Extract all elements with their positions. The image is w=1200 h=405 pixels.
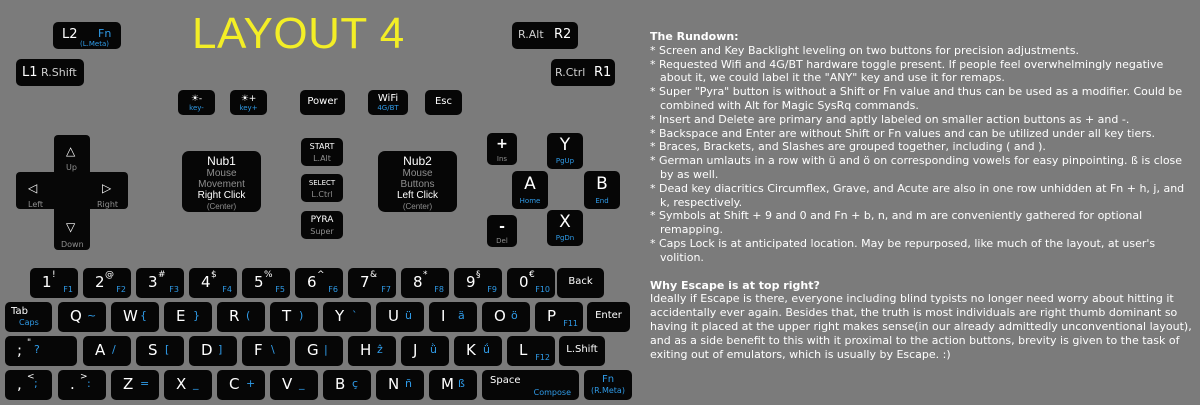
key-fn-label: ǜ xyxy=(430,343,437,356)
key-symbol[interactable] xyxy=(58,370,106,400)
key-main-label: N xyxy=(388,375,400,393)
key-fn-label: F5 xyxy=(275,285,285,294)
key-symbol[interactable] xyxy=(5,370,52,400)
key-8[interactable] xyxy=(401,268,449,298)
l2-fn-label: Fn xyxy=(98,27,112,40)
insert-button[interactable] xyxy=(487,133,517,165)
y-label: Y xyxy=(559,135,571,155)
key-a[interactable] xyxy=(83,336,131,366)
key-i[interactable] xyxy=(429,302,477,332)
key-q[interactable] xyxy=(58,302,106,332)
l2-meta-label: (L.Meta) xyxy=(80,40,109,48)
key-main-label: U xyxy=(388,307,399,325)
key-z[interactable] xyxy=(111,370,159,400)
r1-label: R1 xyxy=(594,65,612,80)
key-main-label: T xyxy=(282,307,292,325)
key-main-label: L.Shift xyxy=(566,344,598,355)
dpad-up-button[interactable] xyxy=(54,135,90,173)
key-v[interactable] xyxy=(270,370,318,400)
nub1-line1: Mouse xyxy=(206,168,237,179)
key-shift-label: # xyxy=(158,270,166,280)
key-fn-label: ü xyxy=(405,309,412,322)
key-main-label: 9 xyxy=(466,273,476,291)
a-sub: Home xyxy=(519,197,541,205)
key-main-label: G xyxy=(307,341,319,359)
key-k[interactable] xyxy=(454,336,502,366)
key-enter[interactable] xyxy=(587,302,630,332)
b-sub: End xyxy=(595,197,609,205)
nub1-line3: Right Click xyxy=(197,190,246,201)
key-j[interactable] xyxy=(401,336,449,366)
key-main-label: Back xyxy=(568,276,593,287)
key-fn-label: F3 xyxy=(169,285,179,294)
key-g[interactable] xyxy=(295,336,343,366)
key-main-label: M xyxy=(441,375,454,393)
key-u[interactable] xyxy=(376,302,424,332)
key-fn-label: = xyxy=(140,377,150,390)
r1-shoulder-key[interactable] xyxy=(551,59,615,86)
brightness-up-button[interactable] xyxy=(230,90,267,115)
b-label: B xyxy=(596,174,608,194)
rundown-item: * Super "Pyra" button is without a Shift or Fn value and thus can be used as a modifier. Could be combined with Alt for Magic SysRq commands. xyxy=(650,85,1183,112)
nub1-title: Nub1 xyxy=(207,154,236,168)
nub2-line1: Mouse xyxy=(402,168,433,179)
key-fn-label: F8 xyxy=(434,285,444,294)
key-tab[interactable] xyxy=(5,302,52,332)
key-main-label: Tab xyxy=(11,306,28,317)
key-back[interactable] xyxy=(557,268,604,298)
r2-shoulder-key[interactable] xyxy=(512,22,578,49)
key-fn-label: F9 xyxy=(487,285,497,294)
key-0[interactable] xyxy=(507,268,555,298)
key-fn-label: F4 xyxy=(222,285,232,294)
key-m[interactable] xyxy=(429,370,477,400)
key-y[interactable] xyxy=(323,302,371,332)
key-p[interactable] xyxy=(535,302,583,332)
rundown-item: * Dead key diacritics Circumflex, Grave, and Acute are also in one row unhidden at Fn + h, j, and k, respectively. xyxy=(650,181,1185,209)
key-shift-label: ! xyxy=(52,270,56,280)
down-label: Down xyxy=(61,240,84,249)
brightness-down-button[interactable] xyxy=(178,90,215,115)
start-button[interactable] xyxy=(301,138,343,166)
key-1[interactable] xyxy=(30,268,78,298)
up-label: Up xyxy=(66,163,77,172)
key-shift-label: ^ xyxy=(317,270,325,280)
rundown-item: * German umlauts in a row with ü and ö on corresponding vowels for easy pinpointing. ß is close by as well. xyxy=(650,154,1183,181)
key-fn-label: F1 xyxy=(63,285,73,294)
key-fn-label: F12 xyxy=(535,353,550,362)
a-label: A xyxy=(524,174,536,194)
key-main-label: 6 xyxy=(307,273,317,291)
a-button[interactable] xyxy=(512,171,548,209)
key-2[interactable] xyxy=(83,268,131,298)
down-arrow-icon: ▽ xyxy=(66,220,76,234)
key-lshift[interactable] xyxy=(559,336,605,366)
y-button[interactable] xyxy=(547,133,583,169)
key-3[interactable] xyxy=(136,268,184,298)
key-shift-label: " xyxy=(27,338,32,348)
start-label: START xyxy=(309,142,335,151)
key-n[interactable] xyxy=(376,370,424,400)
rundown-item: * Backspace and Enter are without Shift or Fn values and can be utilized under all key tiers. xyxy=(650,126,1156,140)
start-sub: L.Alt xyxy=(313,154,331,163)
key-fn-label: ) xyxy=(299,309,304,322)
key-main-label: Enter xyxy=(595,310,622,321)
escape-title: Why Escape is at top right? xyxy=(650,278,820,292)
key-main-label: K xyxy=(466,341,476,359)
key-t[interactable] xyxy=(270,302,318,332)
right-label: Right xyxy=(97,200,119,209)
select-button[interactable] xyxy=(301,174,343,202)
nub2-line4: (Center) xyxy=(402,202,433,211)
key-main-label: 1 xyxy=(42,273,52,291)
x-label: X xyxy=(559,212,571,232)
key-fn-label: \ xyxy=(271,343,275,356)
key-c[interactable] xyxy=(217,370,265,400)
key-fn-label: Caps xyxy=(19,318,39,327)
left-label: Left xyxy=(28,200,44,209)
key-fn-label: + xyxy=(246,377,256,390)
key-main-label: W xyxy=(123,307,138,325)
key-h[interactable] xyxy=(348,336,396,366)
key-main-label: 4 xyxy=(201,273,211,291)
esc-button[interactable] xyxy=(425,90,462,115)
x-button[interactable] xyxy=(547,210,583,246)
key-fn-label: : xyxy=(87,377,91,390)
dpad-right-button[interactable] xyxy=(90,172,128,209)
brightness-down-label: ☀- xyxy=(190,94,203,104)
nub2-line3: Left Click xyxy=(396,190,439,201)
insert-sub: Ins xyxy=(496,155,508,163)
key-main-label: H xyxy=(360,341,372,359)
select-sub: L.Ctrl xyxy=(311,190,333,199)
l1-alt-label: R.Shift xyxy=(41,66,77,79)
key-main-label: . xyxy=(70,375,75,393)
key-fn-label: Compose xyxy=(533,388,571,397)
key-fn-label: F11 xyxy=(563,319,578,328)
key-main-label: D xyxy=(201,341,213,359)
key-4[interactable] xyxy=(189,268,237,298)
key-fn-label: ; xyxy=(34,377,38,390)
key-main-label: O xyxy=(494,307,506,325)
key-f[interactable] xyxy=(242,336,290,366)
delete-sub: Del xyxy=(496,237,508,245)
delete-label: - xyxy=(499,219,505,235)
key-main-label: J xyxy=(413,341,418,359)
key-fn-label: (R.Meta) xyxy=(591,386,625,395)
pyra-label: PYRA xyxy=(310,215,334,225)
y-sub: PgUp xyxy=(555,157,575,165)
key-shift-label: < xyxy=(27,372,35,382)
delete-button[interactable] xyxy=(487,215,517,247)
l1-label: L1 xyxy=(22,65,38,80)
l1-shoulder-key[interactable] xyxy=(16,59,84,86)
nub1-line4: (Center) xyxy=(206,202,237,211)
layout-title: LAYOUT 4 xyxy=(192,9,405,58)
key-fn-label: { xyxy=(140,309,147,322)
key-r[interactable] xyxy=(217,302,265,332)
key-main-label: Z xyxy=(123,375,134,393)
key-fn-label: ( xyxy=(246,309,251,322)
rundown-panel xyxy=(650,30,1195,361)
rundown-item: * Symbols at Shift + 9 and 0 and Fn + b, n, and m are conveniently gathered for optional remapping. xyxy=(650,209,1143,237)
key-main-label: V xyxy=(282,375,293,393)
key-main-label: 3 xyxy=(148,273,158,291)
key-s[interactable] xyxy=(136,336,184,366)
key-main-label: E xyxy=(176,307,186,325)
key-main-label: A xyxy=(95,341,106,359)
key-main-label: L xyxy=(519,341,528,359)
key-main-label: ; xyxy=(17,341,23,359)
key-fn-label: ß xyxy=(458,377,465,390)
power-button[interactable] xyxy=(300,90,345,115)
key-fn-label: F2 xyxy=(116,285,126,294)
rundown-item: * Caps Lock is at anticipated location. May be repurposed, like much of the layout, at user's volition. xyxy=(650,236,1156,264)
brightness-down-sub: key- xyxy=(189,104,204,112)
key-shift-label: * xyxy=(423,270,428,280)
key-main-label: 5 xyxy=(254,273,264,291)
key-7[interactable] xyxy=(348,268,396,298)
key-fn-label: ] xyxy=(218,343,223,356)
key-shift-label: $ xyxy=(211,270,217,280)
key-fn[interactable] xyxy=(584,370,632,400)
key-fn-label: } xyxy=(193,309,200,322)
key-main-label: Y xyxy=(335,307,345,325)
rundown-item: * Braces, Brackets, and Slashes are grouped together, including ( and ). xyxy=(650,140,1046,154)
select-label: SELECT xyxy=(308,179,336,187)
key-main-label: Space xyxy=(490,375,521,386)
key-fn-label: _ xyxy=(193,377,199,390)
key-fn-label: ǘ xyxy=(483,343,490,356)
key-fn-label: ñ xyxy=(405,377,412,390)
up-arrow-icon: △ xyxy=(66,144,76,158)
key-6[interactable] xyxy=(295,268,343,298)
key-shift-label: & xyxy=(370,270,378,280)
key-main-label: Q xyxy=(70,307,82,325)
key-fn-label: ä xyxy=(458,309,465,322)
key-l[interactable] xyxy=(507,336,555,366)
key-fn-label: F10 xyxy=(535,285,550,294)
brightness-up-sub: key+ xyxy=(239,104,258,112)
nub2-title: Nub2 xyxy=(403,154,432,168)
r2-alt-label: R.Alt xyxy=(518,28,544,41)
wifi-button[interactable] xyxy=(368,90,408,115)
key-shift-label: € xyxy=(529,270,535,280)
key-main-label: F xyxy=(254,341,263,359)
key-x[interactable] xyxy=(164,370,212,400)
key-shift-label: % xyxy=(264,270,273,280)
key-e[interactable] xyxy=(164,302,212,332)
key-space[interactable] xyxy=(482,370,579,400)
dpad-left-button[interactable] xyxy=(16,172,54,209)
key-fn-label: | xyxy=(324,343,328,356)
nub1-line2: Movement xyxy=(198,179,245,190)
key-fn-label: [ xyxy=(165,343,170,356)
key-d[interactable] xyxy=(189,336,237,366)
key-fn-label: ç xyxy=(352,377,359,390)
x-sub: PgDn xyxy=(555,234,575,242)
key-main-label: C xyxy=(229,375,240,393)
pyra-button[interactable] xyxy=(301,211,343,239)
key-main-label: R xyxy=(229,307,240,325)
key-main-label: B xyxy=(335,375,346,393)
rundown-item: * Insert and Delete are primary and aptly labeled on smaller action buttons as + and -. xyxy=(650,112,1130,126)
key-fn-label: ẑ xyxy=(377,343,383,356)
escape-text: Ideally if Escape is there, everyone including blind typists no longer need worry about hitting it accidentally ever again. Besides that, the truth is most individuals are right thumb dominant so having it placed at the upper right makes sense(in our already admittedly unconventional layout), and as a side benefit to this with it proximal to the action buttons, brevity is given to the task of exiting out of emulators, which is usually by Escape. :) xyxy=(650,292,1192,361)
key-main-label: 0 xyxy=(519,273,529,291)
r2-label: R2 xyxy=(554,27,572,42)
key-main-label: 2 xyxy=(95,273,105,291)
left-arrow-icon: ◁ xyxy=(28,181,38,195)
key-fn-label: _ xyxy=(299,377,305,390)
key-w[interactable] xyxy=(111,302,159,332)
r1-alt-label: R.Ctrl xyxy=(555,66,586,79)
key-main-label: Fn xyxy=(601,374,615,385)
key-fn-label: F7 xyxy=(381,285,391,294)
nub1[interactable] xyxy=(182,151,261,212)
key-main-label: 8 xyxy=(413,273,423,291)
key-9[interactable] xyxy=(454,268,502,298)
key-main-label: P xyxy=(547,307,557,325)
key-main-label: I xyxy=(441,307,446,325)
key-fn-label: ~ xyxy=(87,309,97,322)
key-fn-label: F6 xyxy=(328,285,338,294)
esc-label: Esc xyxy=(434,96,453,107)
l2-label: L2 xyxy=(62,27,78,42)
key-fn-label: ? xyxy=(34,343,40,356)
key-fn-label: ` xyxy=(352,309,358,322)
key-b[interactable] xyxy=(323,370,371,400)
rundown-item: * Screen and Key Backlight leveling on two buttons for precision adjustments. xyxy=(650,43,1079,57)
l2-shoulder-key[interactable] xyxy=(53,22,121,49)
key-shift-label: § xyxy=(476,270,481,280)
nub2-line2: Buttons xyxy=(400,179,435,190)
key-o[interactable] xyxy=(482,302,530,332)
key-main-label: X xyxy=(176,375,187,393)
wifi-label: WiFi xyxy=(377,93,399,104)
right-arrow-icon: ▷ xyxy=(102,181,112,195)
key-main-label: S xyxy=(148,341,158,359)
rundown-title: The Rundown: xyxy=(650,30,739,43)
rundown-item: * Requested Wifi and 4G/BT hardware toggle present. If people feel overwhelmingly negative about it, we could label it the "ANY" key and use it for remaps. xyxy=(650,57,1164,85)
wifi-sub: 4G/BT xyxy=(377,104,399,112)
key-main-label: 7 xyxy=(360,273,370,291)
power-label: Power xyxy=(307,96,338,107)
key-main-label: , xyxy=(17,375,22,393)
insert-label: + xyxy=(496,136,508,152)
key-5[interactable] xyxy=(242,268,290,298)
nub2[interactable] xyxy=(378,151,457,212)
key-fn-label: ö xyxy=(511,309,518,322)
key-shift-label: @ xyxy=(105,270,114,280)
pyra-sub: Super xyxy=(310,227,334,236)
b-button[interactable] xyxy=(584,171,620,209)
key-symbol[interactable] xyxy=(5,336,77,366)
key-fn-label: / xyxy=(112,343,116,356)
brightness-up-label: ☀+ xyxy=(240,94,257,104)
key-shift-label: > xyxy=(80,372,88,382)
dpad-down-button[interactable] xyxy=(54,210,90,250)
